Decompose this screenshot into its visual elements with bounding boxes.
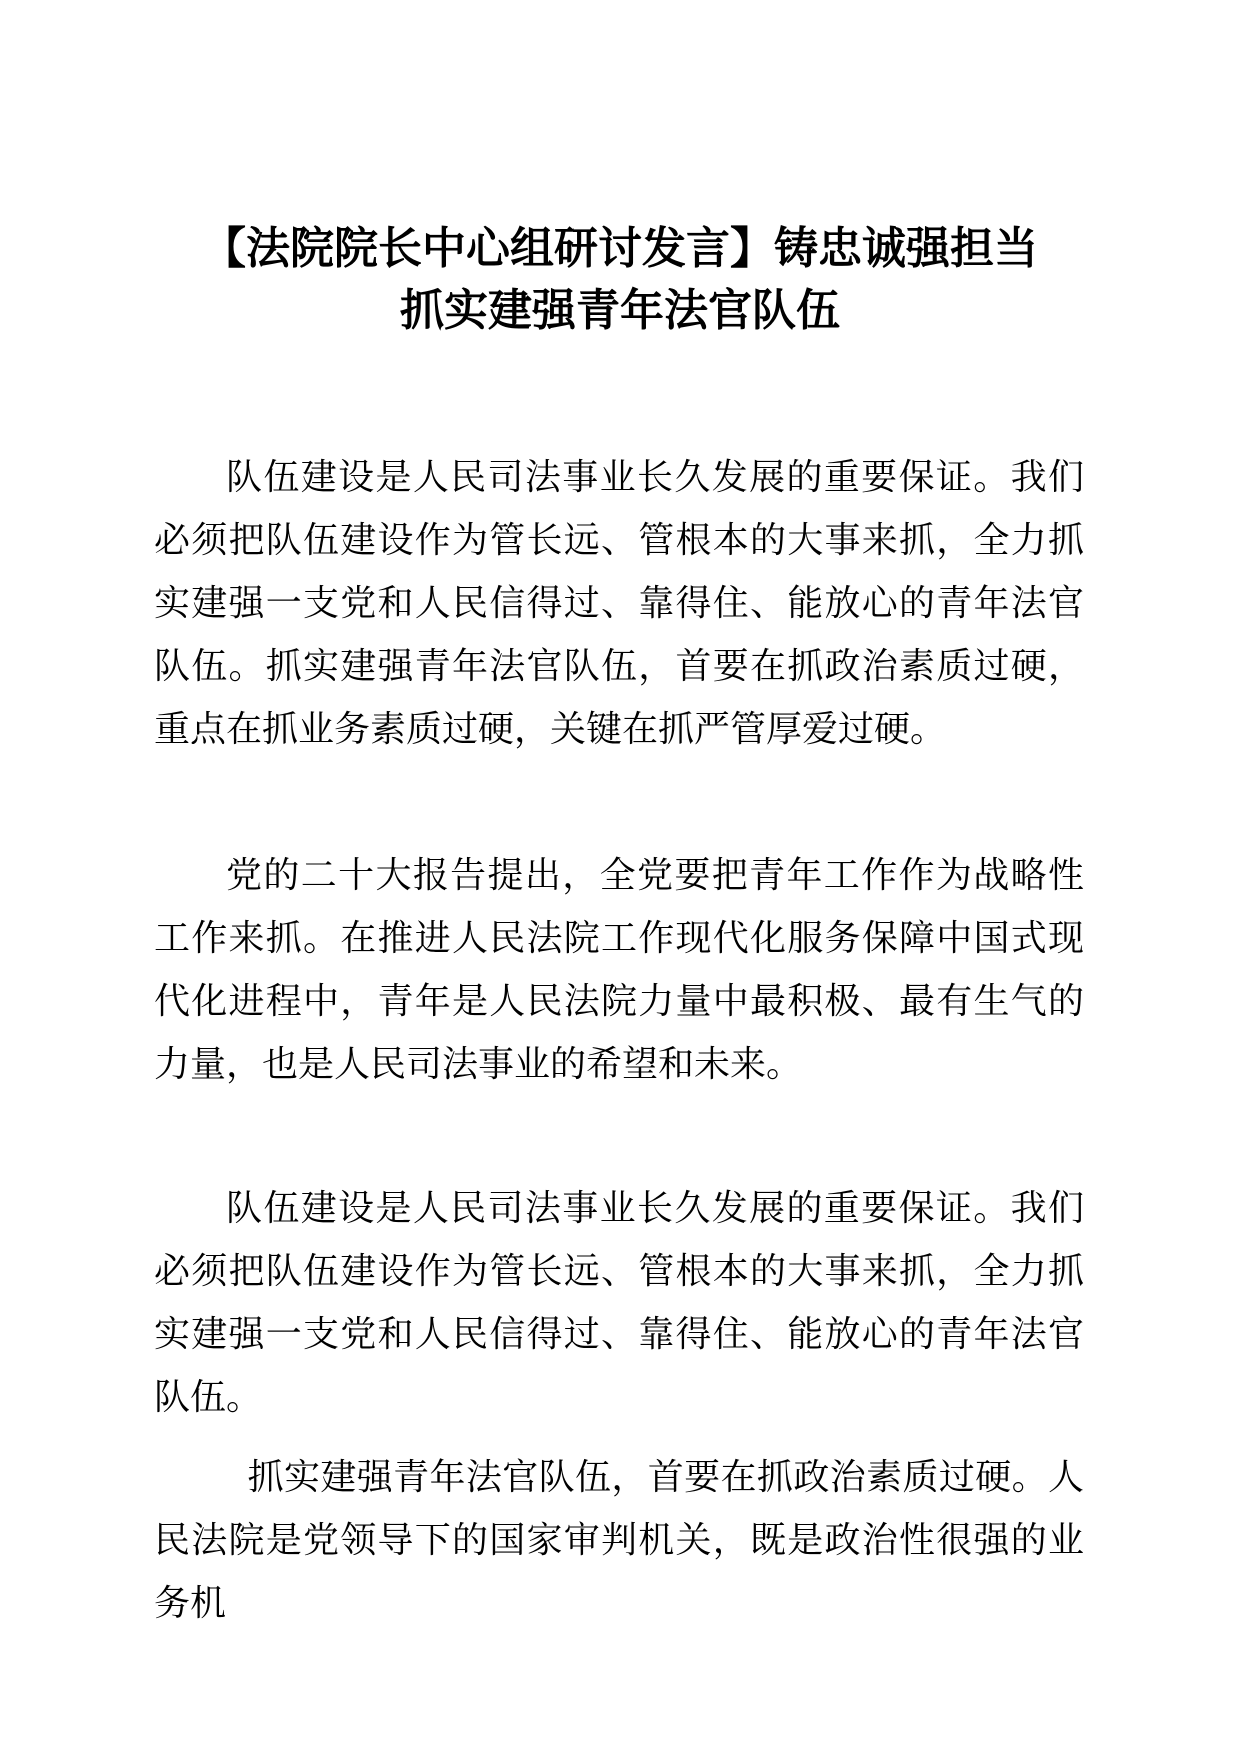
paragraph-4: 抓实建强青年法官队伍，首要在抓政治素质过硬。人民法院是党领导下的国家审判机关，既是政治性很强的业务机 [154, 1457, 1084, 1624]
paragraph-1: 队伍建设是人民司法事业长久发展的重要保证。我们必须把队伍建设作为管长远、管根本的大事来抓，全力抓实建强一支党和人民信得过、靠得住、能放心的青年法官队伍。抓实建强青年法官队伍，首要在抓政治素质过硬，重点在抓业务素质过硬，关键在抓严管厚爱过硬。 [154, 457, 1084, 750]
paragraph-3: 队伍建设是人民司法事业长久发展的重要保证。我们必须把队伍建设作为管长远、管根本的大事来抓，全力抓实建强一支党和人民信得过、靠得住、能放心的青年法官队伍。 [154, 1188, 1084, 1418]
title-line-1: 【法院院长中心组研讨发言】铸忠诚强担当 [202, 223, 1038, 274]
title-line-2: 抓实建强青年法官队伍 [400, 285, 840, 336]
document-title [150, 218, 1090, 342]
paragraph-2: 党的二十大报告提出，全党要把青年工作作为战略性工作来抓。在推进人民法院工作现代化服务保障中国式现代化进程中，青年是人民法院力量中最积极、最有生气的力量，也是人民司法事业的希望和未来。 [154, 855, 1084, 1085]
